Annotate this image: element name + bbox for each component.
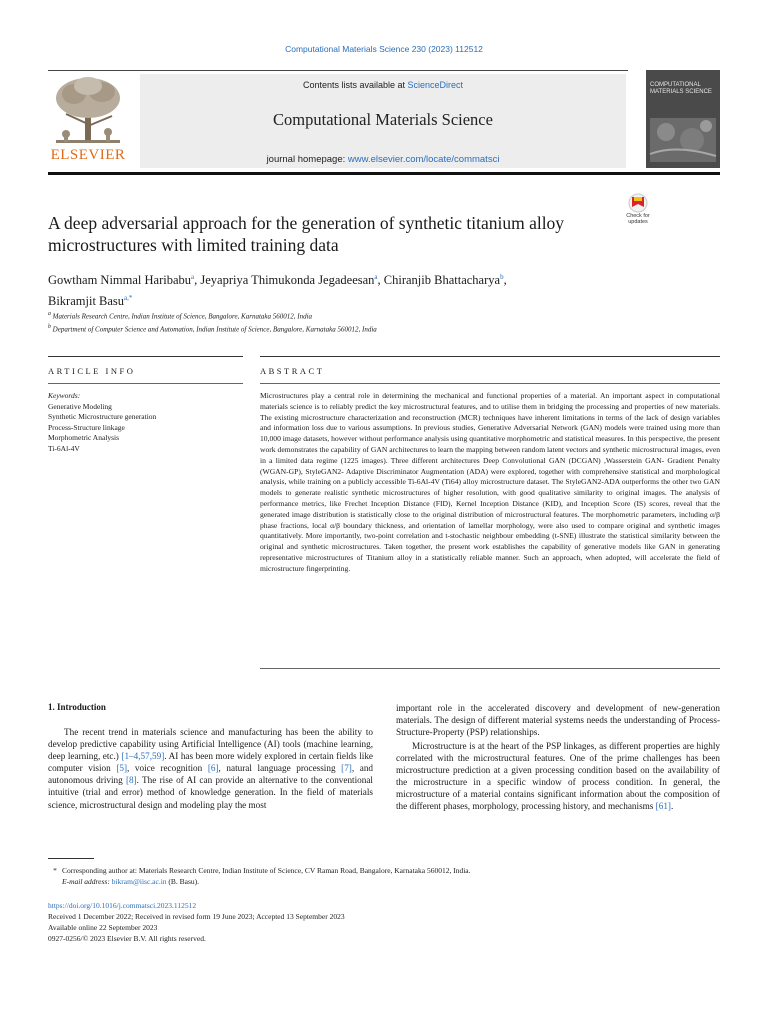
journal-reference-link[interactable]: Computational Materials Science 230 (2023) 112512 [285, 44, 483, 54]
citation-link[interactable]: [5] [116, 763, 128, 774]
contents-line [140, 80, 626, 90]
author-name[interactable]: Bikramjit Basu [48, 294, 125, 309]
body-text: . AI has been more widely explored in certain fields like computer vision [48, 751, 373, 774]
author-affiliation-marker[interactable]: a [374, 273, 378, 281]
body-text: . [670, 801, 674, 812]
abstract-top-rule [260, 356, 720, 357]
contents-prefix: Contents lists available at [302, 80, 408, 90]
article-title: A deep adversarial approach for the generation of synthetic titanium alloy microstructures with limited training data [48, 213, 565, 255]
keyword-item: Synthetic Microstructure generation [48, 412, 157, 421]
author-name[interactable]: Gowtham Nimmal Haribabu [48, 273, 192, 288]
abstract-heading: ABSTRACT [260, 366, 325, 376]
footnote-rule [48, 858, 94, 859]
affiliation-marker: a [48, 311, 51, 317]
cover-graphic-icon [646, 70, 720, 168]
received-dates: Received 1 December 2022; Received in revised form 19 June 2023; Accepted 13 September 2023 [48, 912, 345, 921]
abstract-heading-rule [260, 383, 720, 384]
keyword-item: Generative Modeling [48, 401, 112, 411]
sciencedirect-link[interactable]: ScienceDirect [407, 80, 464, 90]
body-text: . The rise of AI can provide an alternative to the conventional intuitive (trial and error) method of knowledge generation. In the field of materials science, microstructural design and modeling play the most [48, 775, 373, 810]
keyword-item: Ti-6Al-4V [48, 443, 80, 453]
citation-link[interactable]: [7] [341, 763, 352, 774]
author-name[interactable]: Chiranjib Bhattacharya [383, 273, 501, 288]
affiliation-list [48, 309, 688, 336]
elsevier-logo [48, 74, 128, 168]
body-text: , and autonomous driving [48, 763, 374, 786]
author-separator: , [377, 273, 384, 288]
journal-cover-thumbnail [646, 70, 720, 168]
body-text: , natural language processing [218, 763, 342, 774]
section-heading-introduction: 1. Introduction [48, 702, 106, 712]
publication-info [48, 900, 720, 944]
abstract-text: Microstructures play a central role in determining the mechanical and functional properties of a material. An important aspect in computational materials science is to reliably predict the key microstructural features, and to utilise them in bridging the processing and properties of new materials. The existing microstructure characterization and reconstruction (MCR) techniques have inherent limitations in terms of the lack of design variables and information loss due to various assumptions. In previous studies, Generative Adversarial Network (GAN) models were trained using more than 10,000 image datasets, however without performance analysis using quantitative morphometric and statistical measures. In this perspective, the present work demonstrates the capability of GAN architectures to learn the mapping between random latent vectors and synthetic microstructural images, even in a limited data regime (1225 images). Three different architectures Deep Convolutional GAN (DCGAN) ,Wasserstein GAN- Gradient Penalty (WGAN-GP), StyleGAN2- Adaptive Discriminator Augmentation (ADA) were explored, together with comprehensive statistical and morphological analysis, while training on a publicly accessible Ti-6Al-4V (Ti64) alloy microstructure dataset. The StyleGAN2-ADA outperforms the other two GAN models to generate realistic synthetic microstructures of higher resolution, with good qualitative similarity to original images. The analysis of performance metrics, like Frechet Inception Distance (FID), Kernel Inception Distance (KID), and Inception Score (IS) scores, reveal that the generated image distribution is statistically close to the original distribution of microstructural features. The morphometric parameters, including α/β phase fractions, local α/β boundary thickness, and orientation of lamellar morphology, were also used to compare original and synthetic images quantitatively. More importantly, two-point correlation and t-stochastic neighbour embedding (t-SNE) illustrate the statistical similarity between the original and synthetic microstructures. Taken together, the present work establishes the capability of generative models like GAN in generating representative microstructures of Titanium alloy in a statistically reliable manner. Such an approach, when adopted, will accelerate the field of microstructure fingerprinting. [260, 391, 720, 573]
journal-title: Computational Materials Science [273, 110, 493, 129]
body-text: , voice recognition [127, 763, 208, 774]
email-suffix: (B. Basu). [168, 877, 200, 886]
copyright-line: 0927-0256/© 2023 Elsevier B.V. All rights reserved. [48, 934, 206, 943]
article-info-heading: ARTICLE INFO [48, 366, 136, 376]
author-affiliation-marker[interactable]: a [191, 273, 195, 281]
cover-title: COMPUTATIONAL MATERIALS SCIENCE [650, 82, 712, 95]
introduction-right-paragraph-2 [396, 740, 720, 813]
author-affiliation-marker[interactable]: a,* [124, 294, 133, 303]
article-info-top-rule [48, 356, 243, 357]
footnotes [48, 865, 720, 887]
affiliation-text: Department of Computer Science and Automation, Indian Institute of Science, Bangalore, Karnataka 560012, India [52, 325, 377, 334]
introduction-right-paragraph-1: important role in the accelerated discovery and development of new-generation materials. The design of different material systems needs the understanding of Process-Structure-Property (PSP) relationships. [396, 703, 720, 738]
citation-link[interactable]: [6] [207, 763, 219, 774]
email-link[interactable]: bikram@iisc.ac.in [111, 877, 167, 886]
homepage-prefix: journal homepage: [266, 154, 348, 165]
body-text: The recent trend in materials science and manufacturing has been the ability to develop predictive capability using Artificial Intelligence (AI) tools (machine learning, deep learning, etc.) [48, 727, 373, 762]
author-name[interactable]: Jeyapriya Thimukonda Jegadeesan [200, 273, 375, 288]
corresponding-author-text: Corresponding author at: Materials Research Centre, Indian Institute of Science, CV Raman Road, Bangalore, Karnataka 560012, India. [62, 866, 471, 875]
asterisk-icon: * [53, 866, 57, 875]
email-label: E-mail address: [62, 877, 110, 886]
keyword-item: Morphometric Analysis [48, 433, 120, 442]
introduction-left-column [48, 726, 373, 811]
masthead-bottom-rule [48, 172, 720, 175]
available-online-date: Available online 22 September 2023 [48, 923, 158, 932]
citation-link[interactable]: [61] [655, 801, 671, 812]
author-affiliation-marker[interactable]: b [500, 273, 504, 281]
check-for-updates-badge[interactable] [620, 193, 656, 231]
author-separator: , [194, 273, 201, 288]
body-text: Microstructure is at the heart of the PSP linkages, as different properties are highly correlated with the microstructural features. One of the prime challenges has been microstructure prediction at a given processing condition based on the availability of the microstructure in a specific window of process condition. In general, the microstructure of a material contains significant information about the composition of the different phases, morphology, processing history, and mechanisms [396, 741, 720, 812]
masthead-top-rule [48, 70, 628, 71]
affiliation-text: Materials Research Centre, Indian Institute of Science, Bangalore, Karnataka 560012, India [52, 312, 313, 321]
journal-homepage-link[interactable]: www.elsevier.com/locate/commatsci [347, 154, 500, 165]
homepage-line [140, 154, 626, 165]
check-for-updates-label: Check for updates [626, 213, 650, 225]
journal-info-box [140, 74, 626, 168]
crossmark-icon [620, 193, 656, 213]
citation-link[interactable]: [1–4,57,59] [121, 751, 165, 762]
article-info-heading-rule [48, 383, 243, 384]
keywords-label: Keywords: [48, 391, 81, 400]
affiliation-item [48, 322, 688, 335]
citation-link[interactable]: [8] [125, 775, 137, 786]
author-separator: , [503, 273, 507, 288]
keyword-item: Process-Structure linkage [48, 422, 125, 432]
keywords-block [48, 391, 243, 454]
corresponding-author-note [48, 865, 720, 876]
doi-link[interactable]: https://doi.org/10.1016/j.commatsci.2023.112512 [48, 901, 197, 910]
email-note [48, 876, 720, 887]
elsevier-tree-icon [48, 74, 128, 150]
journal-masthead [48, 70, 720, 172]
affiliation-item [48, 309, 688, 322]
elsevier-wordmark: ELSEVIER [50, 147, 126, 163]
abstract-bottom-rule [260, 668, 720, 669]
author-list [48, 268, 688, 310]
affiliation-marker: b [48, 324, 51, 331]
